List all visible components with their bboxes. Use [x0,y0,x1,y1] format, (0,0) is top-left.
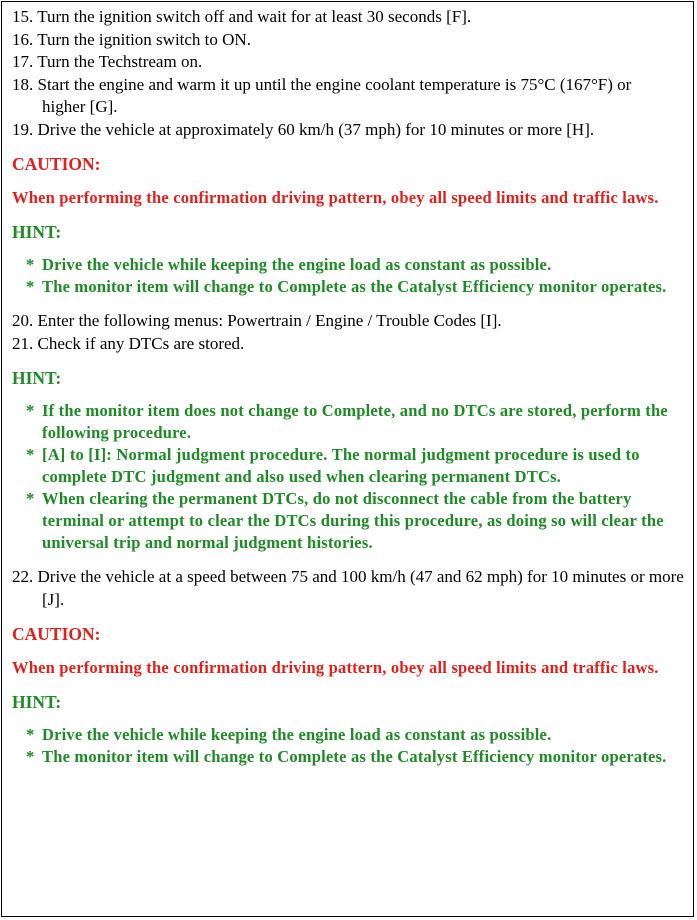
hint-heading-3: HINT: [12,692,62,712]
caution-heading-1: CAUTION: [12,154,101,174]
step-20: 20. Enter the following menus: Powertrain / Engine / Trouble Codes [I]. [12,311,502,330]
hint-list-1 [12,254,685,298]
bullet-icon: * [26,277,35,296]
hint-item [12,746,685,768]
document-frame [1,1,694,917]
bullet-icon: * [26,255,35,274]
bullet-icon: * [26,725,35,744]
bullet-icon: * [26,489,35,508]
hint-item [12,444,685,488]
hint-item-text: When clearing the permanent DTCs, do not disconnect the cable from the battery terminal or attempt to clear the DTCs during this procedure, as doing so will clear the universal trip and normal judgment histories. [42,489,664,552]
hint-item [12,724,685,746]
bullet-icon: * [26,401,35,420]
bullet-icon: * [26,445,35,464]
hint-list-2 [12,400,685,554]
hint-item-text: Drive the vehicle while keeping the engine load as constant as possible. [42,255,552,274]
hint-item-text: If the monitor item does not change to Complete, and no DTCs are stored, perform the following procedure. [42,401,668,442]
caution-text-1: When performing the confirmation driving pattern, obey all speed limits and traffic laws. [12,188,659,207]
step-15: 15. Turn the ignition switch off and wait for at least 30 seconds [F]. [12,7,472,26]
hint-heading-1: HINT: [12,222,62,242]
hint-item-text: [A] to [I]: Normal judgment procedure. The normal judgment procedure is used to complete DTC judgment and also used when clearing permanent DTCs. [42,445,640,486]
step-22: 22. Drive the vehicle at a speed between 75 and 100 km/h (47 and 62 mph) for 10 minutes or more [J]. [12,567,684,609]
step-18: 18. Start the engine and warm it up until the engine coolant temperature is 75°C (167°F) or higher [G]. [12,74,632,116]
hint-item [12,488,685,554]
caution-heading-2: CAUTION: [12,624,101,644]
caution-text-2: When performing the confirmation driving pattern, obey all speed limits and traffic laws. [12,658,659,677]
step-16: 16. Turn the ignition switch to ON. [12,29,251,49]
hint-item [12,276,685,298]
hint-item [12,254,685,276]
hint-item-text: The monitor item will change to Complete as the Catalyst Efficiency monitor operates. [42,747,667,766]
step-19: 19. Drive the vehicle at approximately 60 km/h (37 mph) for 10 minutes or more [H]. [12,119,595,139]
bullet-icon: * [26,747,35,766]
hint-list-3 [12,724,685,768]
hint-item [12,400,685,444]
hint-item-text: The monitor item will change to Complete as the Catalyst Efficiency monitor operates. [42,277,667,296]
hint-item-text: Drive the vehicle while keeping the engine load as constant as possible. [42,725,552,744]
hint-heading-2: HINT: [12,368,62,388]
step-21: 21. Check if any DTCs are stored. [12,333,245,353]
procedure-content [12,6,685,768]
step-17: 17. Turn the Techstream on. [12,52,203,71]
